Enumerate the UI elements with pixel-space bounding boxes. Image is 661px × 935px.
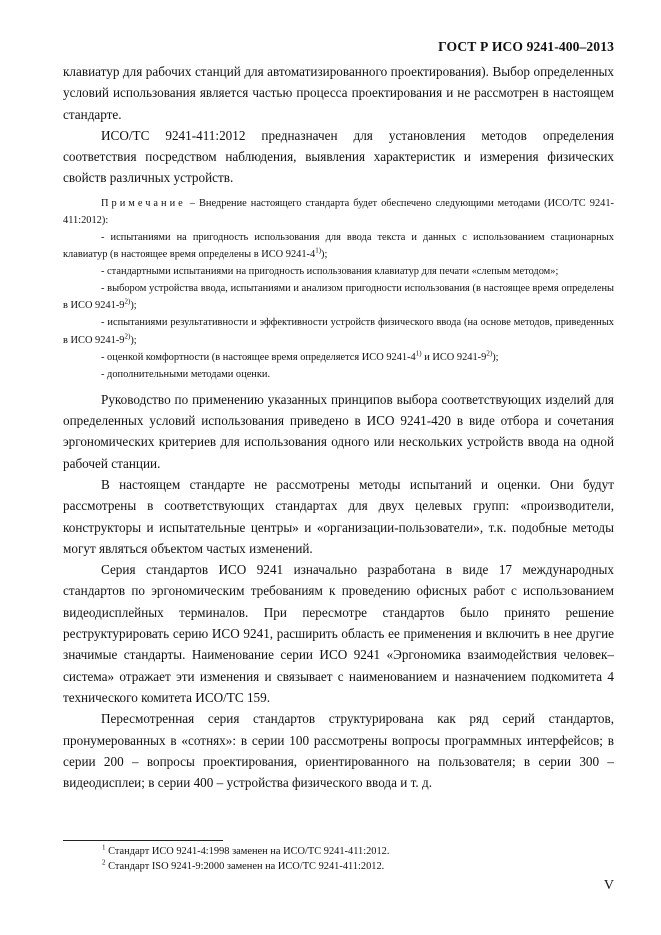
- paragraph-5: Серия стандартов ИСО 9241 изначально разработана в виде 17 международных стандартов по эргономическим требованиям к проведению офисных работ с использованием видеодисплейных терминалов. При пересмотре стандартов было принято решение реструктурировать серию ИСО 9241, расширить область ее применения и включить в нее другие значимые стандарты. Наименование серии ИСО 9241 «Эргономика взаимодействия человек–система» отражает эти изменения и связывает с наименованием и назначением подкомитета 4 технического комитета ИСО/ТС 159.: [63, 562, 614, 705]
- note-label: Примечание: [101, 197, 186, 209]
- note-item-2: - стандартными испытаниями на пригодность использования клавиатур для печати «слепым методом»;: [101, 266, 559, 278]
- note-block: [63, 195, 614, 383]
- paragraph-3: Руководство по применению указанных принципов выбора соответствующих изделий для определенных условий использования приведено в ИСО 9241-420 в виде отбора и сочетания эргономических критериев для использования одного или нескольких устройств ввода на одной рабочей станции.: [63, 391, 614, 471]
- paragraph-1: клавиатур для рабочих станций для автоматизированного проектирования). Выбор определенных условий использования является частью процесса проектирования и не рассмотрен в настоящем стандарте.: [63, 64, 614, 122]
- note-item-1: - испытаниями на пригодность использования для ввода текста и данных с использованием стационарных клавиатур (в настоящее время определены в ИСО 9241-4$^{1)}$);: [63, 231, 614, 261]
- page-number: V: [603, 878, 614, 893]
- note-item-3: - выбором устройства ввода, испытаниями и анализом пригодности использования (в настоящее время определены в ИСО 9241-9$^{2)}$);: [63, 283, 614, 312]
- footnotes: [102, 845, 389, 874]
- footnote-1: $^1$ Стандарт ИСО 9241-4:1998 заменен на ИСО/ТС 9241-411:2012.: [102, 843, 390, 857]
- paragraph-4: В настоящем стандарте не рассмотрены методы испытаний и оценки. Они будут рассмотрены в соответствующих стандартах для двух целевых групп: «производители, конструкторы и испытательные центры» и «организации-пользователи», т.к. подобные методы могут являться объектом частых изменений.: [63, 477, 614, 556]
- document-header: ГОСТ Р ИСО 9241-400–2013: [438, 39, 614, 54]
- note-item-5: - оценкой комфортности (в настоящее время определяется ИСО 9241-4$^{1)}$ и ИСО 9241-9$^{2)}$);: [101, 349, 499, 363]
- paragraph-2: ИСО/ТС 9241-411:2012 предназначен для установления методов определения соответствия посредством наблюдения, выявления характеристик и измерения физических свойств различных устройств.: [63, 127, 614, 186]
- footnote-divider: [63, 840, 223, 841]
- footnote-2: $^2$ Стандарт ISO 9241-9:2000 заменен на ИСО/ТС 9241-411:2012.: [102, 858, 385, 872]
- note-intro: [63, 195, 614, 229]
- note-intro-text: – Внедрение настоящего стандарта будет обеспечено следующими методами (ИСО/ТС 9241-411:2012):: [63, 197, 614, 226]
- main-text: [63, 61, 614, 793]
- note-item-4: - испытаниями результативности и эффективности устройств физического ввода (на основе методов, приведенных в ИСО 9241-9$^{2)}$);: [63, 317, 614, 346]
- note-item-6: - дополнительными методами оценки.: [101, 368, 271, 380]
- paragraph-6: Пересмотренная серия стандартов структурирована как ряд серий стандартов, пронумерованных в «сотнях»: в серии 100 рассмотрены вопросы программных интерфейсов; в серии 200 – вопросы проектирования, ориентированного на пользователя; в серии 300 – видеодисплеи; в серии 400 – устройства физического ввода и т. д.: [63, 711, 614, 791]
